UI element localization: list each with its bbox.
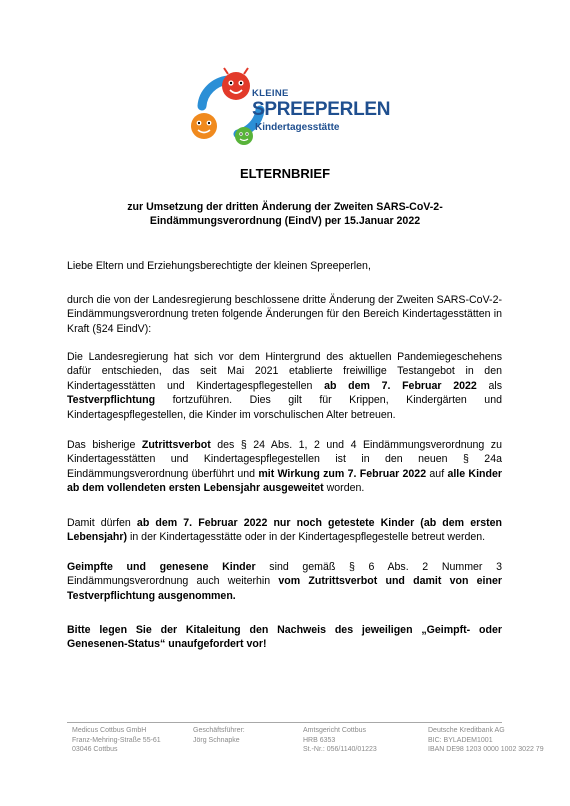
para2-text-1: Das bisherige [67, 439, 142, 451]
green-pearl-face-icon [235, 127, 253, 145]
paragraph-test-obligation [67, 350, 502, 422]
para4-bold-2: vom Zutrittsverbot und damit von einer Testverpflichtung ausgenommen. [67, 575, 502, 602]
letter-title: ELTERNBRIEF [239, 166, 331, 181]
para2-bold-2: mit Wirkung zum 7. Februar 2022 [258, 467, 427, 480]
para1-bold-1: ab dem 7. Februar 2022 [324, 379, 477, 392]
para1-text-2: als [476, 379, 502, 392]
red-pearl-face-icon [222, 68, 250, 100]
para2-text-3: auf [426, 467, 448, 480]
footer-company-line: Medicus Cottbus GmbH [72, 727, 147, 734]
logo-kindertagesstaette: Kindertagesstätte [255, 122, 340, 133]
para2-bold-1: Zutrittsverbot [141, 439, 211, 451]
footer-management-line: Geschäftsführer: [193, 727, 245, 734]
footer-register-line: HRB 6353 [303, 736, 336, 744]
footer-bank-line: IBAN DE98 1203 0000 1002 3022 79 [428, 746, 544, 753]
paragraph-exemption [67, 560, 502, 603]
footer-divider [67, 722, 502, 723]
footer-register-line: Amtsgericht Cottbus [303, 727, 367, 734]
orange-pearl-face-icon [191, 113, 217, 139]
para2-text-4: worden. [323, 482, 365, 495]
footer-bank-line: BIC: BYLADEM1001 [428, 736, 493, 744]
footer-company-line: Franz-Mehring-Straße 55-61 [72, 736, 161, 744]
para3-text-2: in der Kindertagesstätte oder in der Kindertagespflegestelle betreut werden. [127, 531, 486, 544]
para2-bold-3: alle Kinder ab dem vollendeten ersten Lebensjahr ausgeweitet [67, 467, 502, 495]
paragraph-access-ban [67, 438, 502, 496]
footer-bank [428, 726, 544, 755]
para1-bold-2: Testverpflichtung [67, 394, 156, 407]
para3-text-1: Damit dürfen [67, 517, 137, 529]
footer-bank-line: Deutsche Kreditbank AG [428, 727, 505, 734]
paragraph-tested-children [67, 516, 502, 545]
subtitle-line-1: zur Umsetzung der dritten Änderung der Zweiten SARS-CoV-2- [127, 201, 443, 213]
para1-text-1: Die Landesregierung hat sich vor dem Hintergrund des aktuellen Pandemiegeschehens dafür entschieden, das seit Mai 2021 etablierte freiwillige Testangebot in den Kindertagesstätten und Kindertagespflegestellen [67, 351, 502, 392]
logo-kleine: KLEINE [252, 88, 289, 99]
greeting: Liebe Eltern und Erziehungsberechtigte der kleinen Spreeperlen, [67, 260, 371, 272]
footer-management [193, 726, 245, 745]
footer-register [303, 726, 377, 755]
intro-paragraph: durch die von der Landesregierung beschlossene dritte Änderung der Zweiten SARS-CoV-2-Eindämmungsverordnung treten folgende Änderungen für den Bereich Kindertagesstätten in Kraft (§24 EindV): [67, 294, 502, 335]
para4-bold-1: Geimpfte und genesene Kinder [67, 561, 256, 573]
subtitle-line-2: Eindämmungsverordnung (EindV) per 15.Januar 2022 [149, 215, 421, 227]
footer-register-line: St.-Nr.: 056/1140/01223 [303, 746, 377, 753]
footer-company-line: 03046 Cottbus [72, 746, 118, 753]
kita-logo [188, 66, 391, 148]
para1-text-3: fortzuführen. Dies gilt für Krippen, Kindergärten und Kindertagespflegestellen, die Kinder im vorschulischen Alter betreuen. [67, 394, 502, 421]
para2-text-2: des § 24 Abs. 1, 2 und 4 Eindämmungsverordnung zu Kindertagesstätten und Kindertagespflegestellen ist in den neuen § 24a Eindämmungsverordnung überführt und [67, 439, 502, 480]
para4-text-1: sind gemäß § 6 Abs. 2 Nummer 3 Eindämmungsverordnung auch weiterhin [67, 561, 502, 588]
logo-spreeperlen: SPREEPERLEN [252, 99, 391, 120]
footer-management-line: Jörg Schnapke [193, 736, 240, 744]
footer-company [72, 726, 161, 755]
letter-subtitle [90, 200, 480, 228]
para3-bold-1: ab dem 7. Februar 2022 nur noch getestete Kinder (ab dem ersten Lebensjahr) [67, 517, 502, 544]
paragraph-request: Bitte legen Sie der Kitaleitung den Nachweis des jeweiligen „Geimpft- oder Genesenen-Status“ unaufgefordert vor! [67, 624, 502, 651]
